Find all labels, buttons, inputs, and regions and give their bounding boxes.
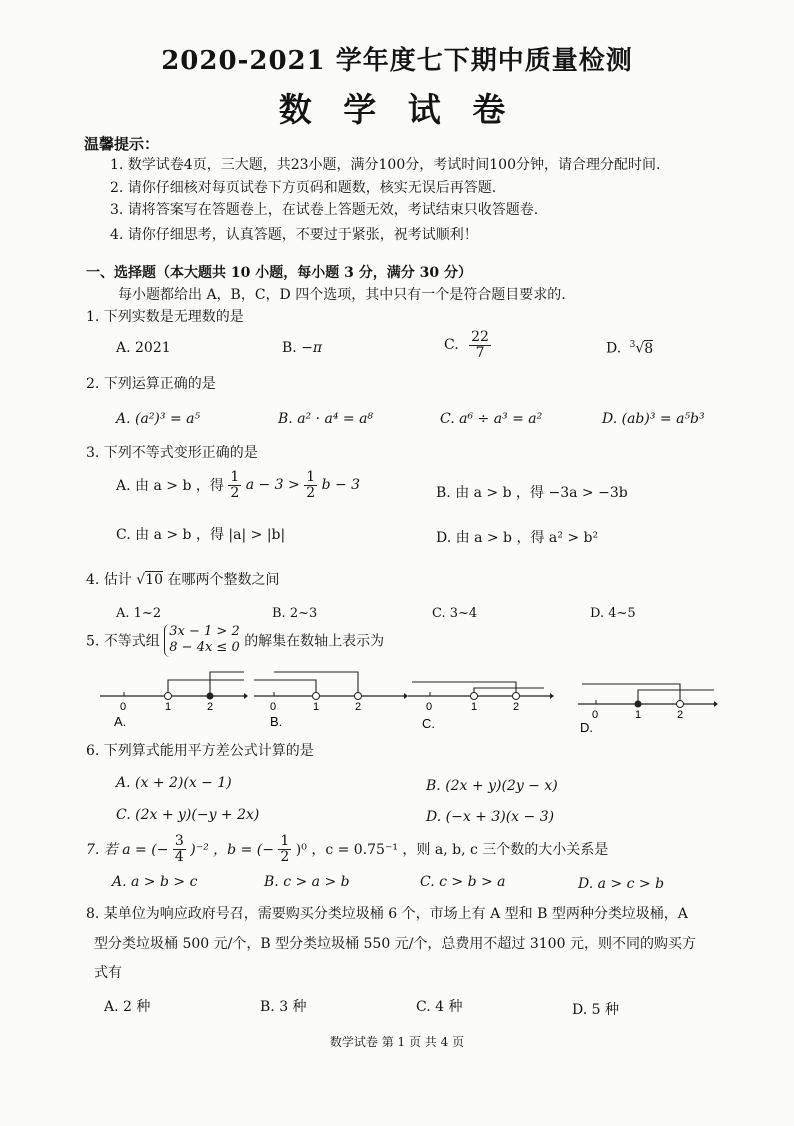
q5-option-d-number-line xyxy=(574,670,722,740)
q7-option-a: A. a > b > c xyxy=(112,874,198,890)
q4-option-a: A. 1~2 xyxy=(116,606,162,621)
q4-option-c: C. 3~4 xyxy=(432,606,478,621)
q2-option-a: A. (a²)³ = a⁵ xyxy=(116,411,201,427)
tick-label-1: 1 xyxy=(471,701,478,713)
tick-label-2: 2 xyxy=(207,701,214,713)
open-dot xyxy=(677,701,684,708)
radicand: 8 xyxy=(644,340,654,357)
option-label: A. xyxy=(114,714,127,729)
question-4-stem xyxy=(86,569,279,589)
fraction-numerator: 1 xyxy=(280,833,290,849)
expression-left: a − 3 > xyxy=(245,477,300,494)
q8-option-a: A. 2 种 xyxy=(104,999,151,1015)
solution-ray-2 xyxy=(210,672,244,696)
question-8-line-2: 型分类垃圾桶 500 元/个，B 型分类垃圾桶 550 元/个，总费用不超过 3100 元，则不同的购买方 xyxy=(94,936,696,952)
tip-item-4: 4. 请你仔细思考，认真答题，不要过于紧张，祝考试顺利！ xyxy=(110,227,478,243)
axis-arrow xyxy=(550,693,554,699)
fraction xyxy=(278,834,291,864)
inequality-1: 3x − 1 > 2 xyxy=(169,624,240,639)
solution-ray-1 xyxy=(412,682,516,696)
fraction-denominator: 7 xyxy=(475,344,485,361)
q7-option-b: B. c > a > b xyxy=(264,874,350,890)
tick-label-1: 1 xyxy=(313,701,320,713)
stem-part-1: 7. 若 a = (− xyxy=(86,842,169,859)
option-label: D. xyxy=(606,340,622,357)
tick-label-2: 2 xyxy=(513,701,520,713)
axis-arrow xyxy=(714,701,718,707)
stem-prefix: 4. 估计 xyxy=(86,572,132,588)
question-6-stem: 6. 下列算式能用平方差公式计算的是 xyxy=(86,743,314,759)
q8-option-b: B. 3 种 xyxy=(260,999,307,1015)
stem-part-2: )⁻² ，b = (− xyxy=(190,842,274,859)
q8-option-c: C. 4 种 xyxy=(416,999,463,1015)
question-7-stem xyxy=(86,834,608,864)
tip-item-2: 2. 请你仔细核对每页试卷下方页码和题数，核实无误后再答题. xyxy=(110,180,497,196)
closed-dot xyxy=(207,693,214,700)
fraction-denominator: 2 xyxy=(230,484,240,501)
tick-label-1: 1 xyxy=(165,701,172,713)
open-dot xyxy=(355,693,362,700)
section-heading: 一、选择题（本大题共 10 小题，每小题 3 分，满分 30 分） xyxy=(86,265,472,281)
solution-ray-1 xyxy=(254,680,316,696)
solution-ray-1 xyxy=(582,684,680,704)
q4-option-d: D. 4~5 xyxy=(590,606,636,621)
tick-label-2: 2 xyxy=(355,701,362,713)
q1-option-a: A. 2021 xyxy=(116,340,171,356)
q1-option-d xyxy=(606,340,653,357)
option-label: C. xyxy=(422,716,435,731)
exam-title: 2020-2021 学年度七下期中质量检测 xyxy=(161,46,633,76)
fraction-denominator: 2 xyxy=(280,848,290,865)
stem-suffix: 在哪两个整数之间 xyxy=(167,572,280,588)
solution-ray-2 xyxy=(474,688,544,696)
fraction-numerator: 1 xyxy=(306,469,316,485)
fraction-numerator: 3 xyxy=(174,833,184,849)
tick-label-0: 0 xyxy=(120,701,127,713)
stem-part-3: )⁰ ，c = 0.75⁻¹ ，则 a, b, c 三个数的大小关系是 xyxy=(295,842,609,859)
question-3-stem: 3. 下列不等式变形正确的是 xyxy=(86,445,258,461)
q2-option-b: B. a² · a⁴ = a⁸ xyxy=(278,411,374,427)
option-label: B. xyxy=(282,340,297,356)
q7-option-d: D. a > c > b xyxy=(578,876,665,892)
radical-sign: √ xyxy=(635,340,645,357)
q1-option-b xyxy=(282,340,322,356)
q4-option-b: B. 2~3 xyxy=(272,606,318,621)
inequality-system xyxy=(164,624,239,657)
option-label: D. xyxy=(580,720,593,735)
fraction xyxy=(173,834,186,864)
q6-option-c: C. (2x + y)(−y + 2x) xyxy=(116,807,260,823)
tip-item-3: 3. 请将答案写在答题卷上，在试卷上答题无效，考试结束只收答题卷. xyxy=(110,202,539,218)
q2-option-c: C. a⁶ ÷ a³ = a² xyxy=(440,411,543,427)
stem-suffix: 的解集在数轴上表示为 xyxy=(244,633,385,650)
q6-option-b: B. (2x + y)(2y − x) xyxy=(426,778,558,794)
tick-label-2: 2 xyxy=(677,709,684,721)
question-2-stem: 2. 下列运算正确的是 xyxy=(86,376,216,392)
question-8-line-3: 式有 xyxy=(94,965,122,981)
fraction-denominator: 2 xyxy=(306,484,316,501)
q6-option-a: A. (x + 2)(x − 1) xyxy=(116,775,232,791)
q5-option-a-number-line xyxy=(96,662,248,732)
q5-option-b-number-line xyxy=(252,662,408,732)
q3-option-a xyxy=(116,470,360,500)
page-footer: 数学试卷 第 1 页 共 4 页 xyxy=(329,1035,465,1049)
q3-option-d: D. 由 a > b ，得 a² > b² xyxy=(436,530,599,546)
tip-item-1: 1. 数学试卷4页，三大题，共23小题，满分100分，考试时间100分钟，请合理分配时间. xyxy=(110,157,661,173)
radicand: 10 xyxy=(145,572,164,588)
tick-label-1: 1 xyxy=(635,709,642,721)
fraction xyxy=(469,330,491,360)
fraction-numerator: 22 xyxy=(471,329,489,345)
q3-option-c: C. 由 a > b ，得 |a| > |b| xyxy=(116,527,286,543)
q6-option-d: D. (−x + 3)(x − 3) xyxy=(426,809,555,825)
open-dot xyxy=(165,693,172,700)
q3-option-b: B. 由 a > b ，得 −3a > −3b xyxy=(436,485,628,501)
q5-option-c-number-line xyxy=(404,660,556,736)
fraction-numerator: 1 xyxy=(230,469,240,485)
option-label: C. xyxy=(444,337,459,354)
option-expression: −π xyxy=(301,340,323,356)
q2-option-d: D. (ab)³ = a⁵b³ xyxy=(602,411,705,427)
open-dot xyxy=(471,693,478,700)
tick-label-0: 0 xyxy=(270,701,277,713)
fraction-denominator: 4 xyxy=(174,848,184,865)
question-5-stem xyxy=(86,624,384,657)
open-dot xyxy=(313,693,320,700)
stem-prefix: 5. 不等式组 xyxy=(86,633,160,650)
option-label: B. xyxy=(270,714,283,729)
tick-label-0: 0 xyxy=(592,709,599,721)
section-instruction: 每小题都给出 A，B，C，D 四个选项，其中只有一个是符合题目要求的. xyxy=(118,287,566,303)
tips-heading: 温馨提示： xyxy=(84,135,160,153)
root-index: 3 xyxy=(629,340,636,350)
question-1-stem: 1. 下列实数是无理数的是 xyxy=(86,309,244,325)
exam-subtitle: 数 学 试 卷 xyxy=(278,90,516,129)
closed-dot xyxy=(635,701,642,708)
axis-arrow xyxy=(244,693,248,699)
fraction xyxy=(304,470,317,500)
question-8-line-1: 8. 某单位为响应政府号召，需要购买分类垃圾桶 6 个，市场上有 A 型和 B 型两种分类垃圾桶，A xyxy=(86,906,688,922)
expression-right: b − 3 xyxy=(321,477,361,494)
solution-ray-1 xyxy=(168,680,244,696)
open-dot xyxy=(513,693,520,700)
solution-ray-2 xyxy=(638,690,714,704)
q8-option-d: D. 5 种 xyxy=(572,1002,619,1018)
q7-option-c: C. c > b > a xyxy=(420,874,506,890)
inequality-2: 8 − 4x ≤ 0 xyxy=(169,640,240,656)
q1-option-c xyxy=(444,330,491,360)
tick-label-0: 0 xyxy=(426,701,433,713)
option-prefix: A. 由 a > b ，得 xyxy=(116,478,224,495)
radical-sign: √ xyxy=(136,572,146,588)
fraction xyxy=(228,470,241,500)
